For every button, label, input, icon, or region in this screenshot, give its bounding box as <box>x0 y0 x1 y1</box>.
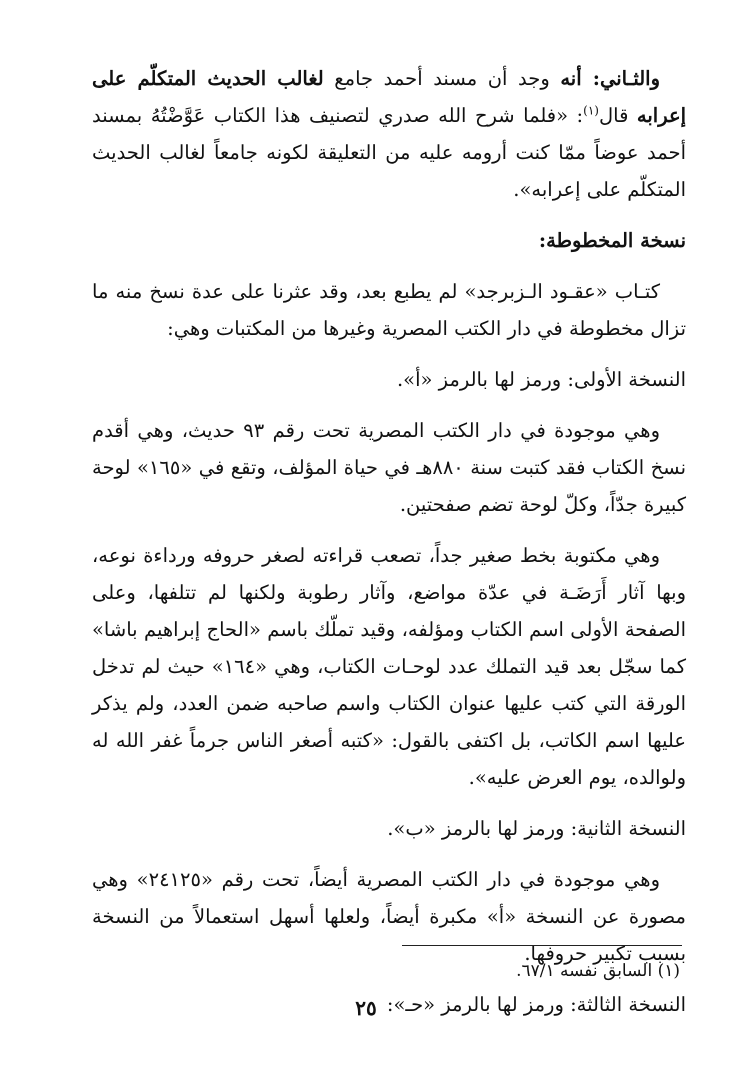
page-number: ٢٥ <box>355 996 377 1020</box>
paragraph-copy-two-description: وهي موجودة في دار الكتب المصرية أيضاً، تحت رقم «٢٤١٢٥» وهي مصورة عن النسخة «أ» مكبرة أيضاً، ولعلها أسهل استعمالاً من النسخة بسبب تكبير حروفها. <box>92 868 686 965</box>
paragraph-copy-one-location: وهي موجودة في دار الكتب المصرية تحت رقم ٩٣ حديث، وهي أقدم نسخ الكتاب فقد كتبت سنة ٨٨٠هـ في حياة المؤلف، وتقع في «١٦٥» لوحة كبيرة جدّاً، وكلّ لوحة تضم صفحتين. <box>92 419 687 516</box>
second-reason-lead: والثـاني: أنه <box>560 67 660 90</box>
page-body <box>92 60 686 1023</box>
copy-three-label: النسخة الثالثة: ورمز لها بالرمز «حـ»: <box>386 993 686 1016</box>
paragraph-copy-one-description: وهي مكتوبة بخط صغير جداً، تصعب قراءته لصغر حروفه ورداءة نوعه، وبها آثار أَرَضَـة في عدّة مواضع، وآثار رطوبة ولكنها لم تتلفها، وعلى الصفحة الأولى اسم الكتاب ومؤلفه، وقيد تملّك باسم «الحاج إبراهيم باشا» كما سجّل بعد قيد التملك عدد لوحـات الكتاب، وهي «١٦٤» حيث لم تدخل الورقة التي كتب عليها عنوان الكتاب واسم صاحبه ضمن العدد، ولم يذكر عليها اسم الكاتب، بل اكتفى بالقول: «كتبه أصغر الناس جرماً غفر الله له ولوالده، يوم العرض عليه». <box>92 544 686 789</box>
copy-two-label: النسخة الثانية: ورمز لها بالرمز «ب». <box>387 817 686 840</box>
second-reason-text: وجد أن مسند أحمد جامع <box>323 67 561 90</box>
second-reason-said: قال <box>598 104 637 127</box>
second-reason-quote: : «فلما شرح الله صدري لتصنيف هذا الكتاب عَوَّضْتُهُ بمسند أحمد عوضاً ممّا كنت أرومه عليه من التعليقة لكونه جامعاً لغالب الحديث المتكلّم على إعرابه». <box>92 104 686 201</box>
paragraph-manuscript-intro: كتـاب «عقـود الـزبرجد» لم يطبع بعد، وقد عثرنا على عدة نسخ منه ما تزال مخطوطة في دار الكتب المصرية وغيرها من المكتبات وهي: <box>92 280 686 340</box>
section-heading-manuscript: نسخة المخطوطة: <box>538 229 686 252</box>
copy-one-label: النسخة الأولى: ورمز لها بالرمز «أ». <box>396 368 686 391</box>
second-reason-bold-phrase: لغالب الحديث المتكلّم على إعرابه <box>92 67 687 127</box>
footnote-text: (١) السابق نفسه ٦٧/١. <box>516 961 680 981</box>
footnote-reference[interactable]: (١) <box>583 103 599 118</box>
footnote-divider <box>402 945 682 946</box>
paragraph-second-reason <box>92 60 686 208</box>
